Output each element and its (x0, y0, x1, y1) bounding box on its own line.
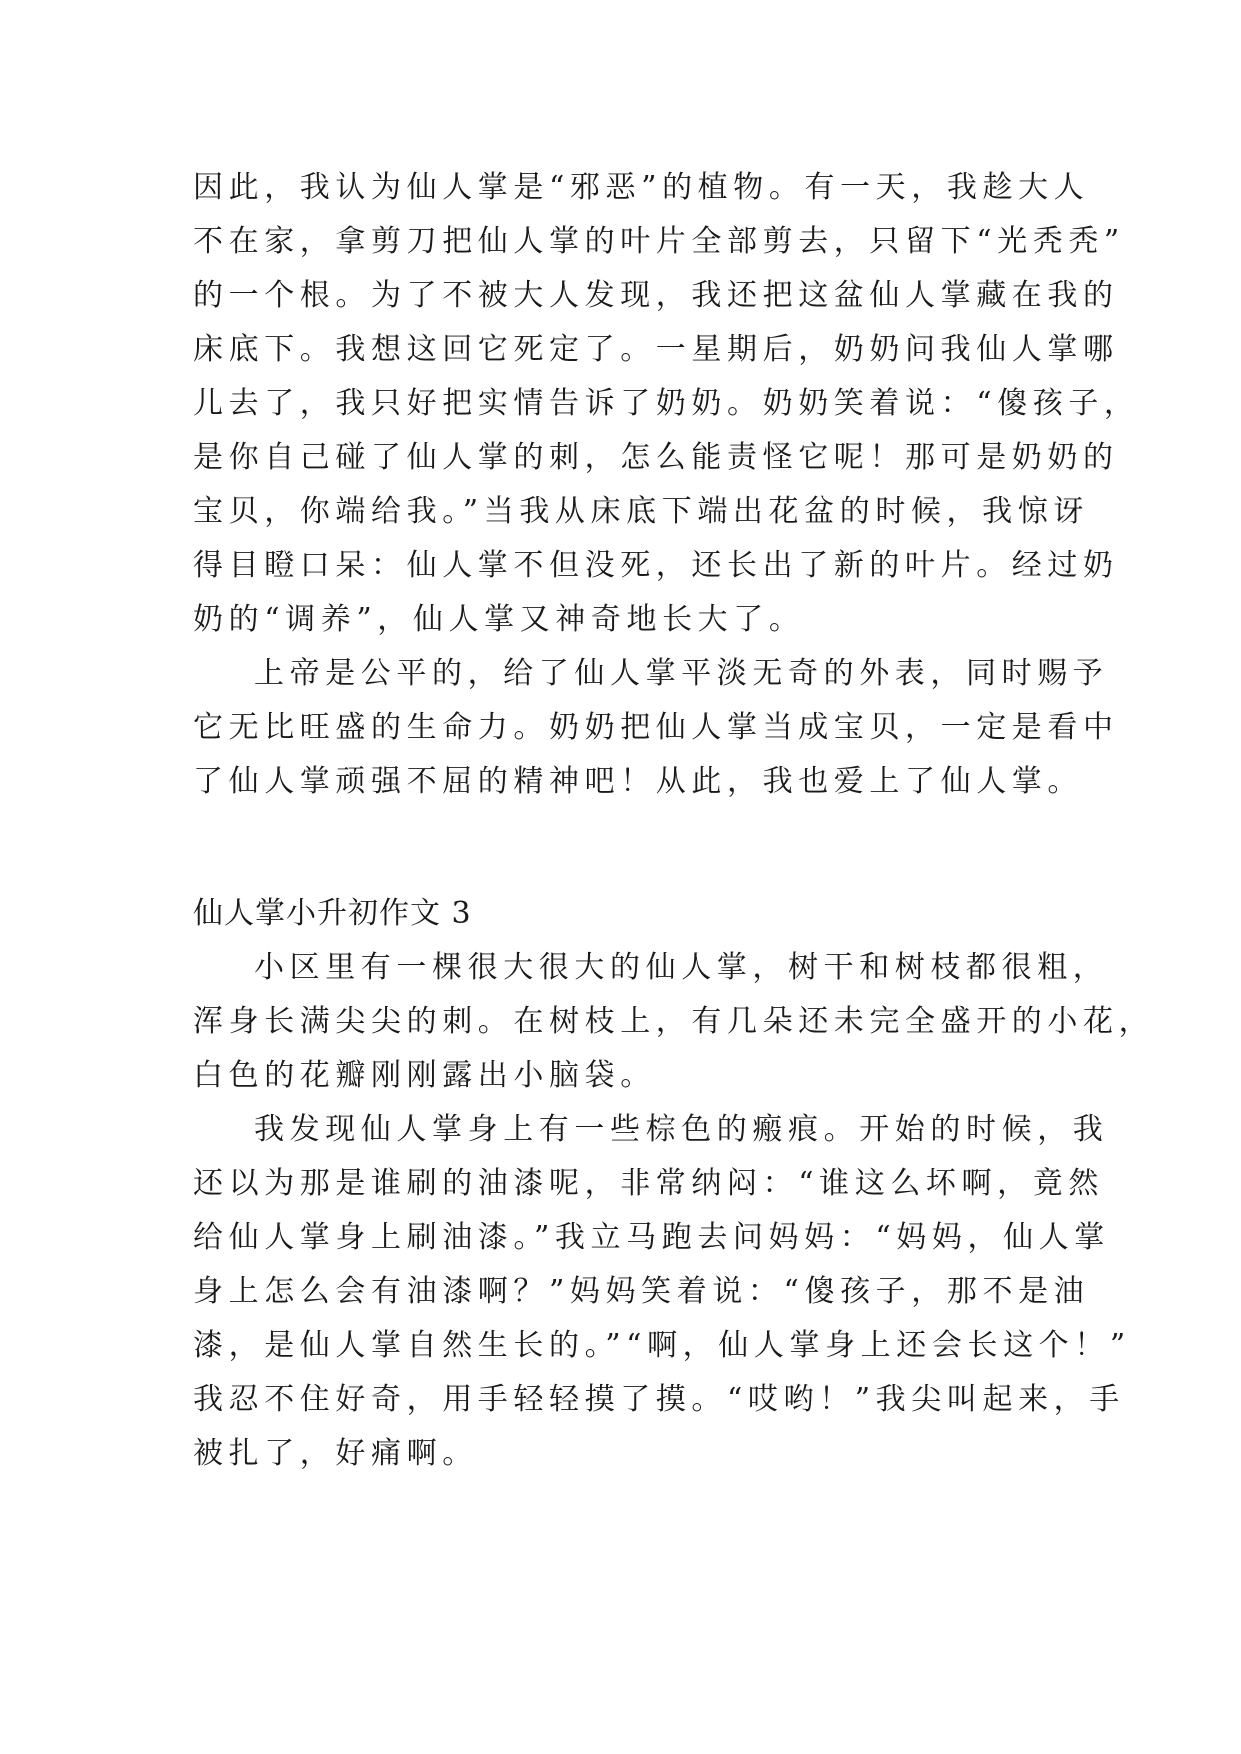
paragraph-line: 上帝是公平的，给了仙人掌平淡无奇的外表，同时赐予 (254, 656, 1109, 691)
paragraph-line: 给仙人掌身上刷油漆。”我立马跑去问妈妈：“妈妈，仙人掌 (193, 1220, 1110, 1255)
paragraph-line: 浑身长满尖尖的刺。在树枝上，有几朵还未完全盛开的小花， (193, 1004, 1155, 1039)
paragraph-line: 因此，我认为仙人掌是“邪恶”的植物。有一天，我趁大人 (193, 170, 1090, 205)
paragraph-line: 它无比旺盛的生命力。奶奶把仙人掌当成宝贝，一定是看中 (193, 710, 1119, 745)
paragraph-line: 我忍不住好奇，用手轻轻摸了摸。“哎哟！”我尖叫起来，手 (193, 1382, 1125, 1417)
paragraph-line: 床底下。我想这回它死定了。一星期后，奶奶问我仙人掌哪 (193, 332, 1119, 367)
paragraph-line: 是你自己碰了仙人掌的刺，怎么能责怪它呢！那可是奶奶的 (193, 440, 1119, 475)
paragraph-line: 了仙人掌顽强不屈的精神吧！从此，我也爱上了仙人掌。 (193, 764, 1083, 799)
paragraph-line: 我发现仙人掌身上有一些棕色的瘢痕。开始的时候，我 (254, 1112, 1109, 1147)
paragraph-line: 不在家，拿剪刀把仙人掌的叶片全部剪去，只留下“光秃秃” (193, 224, 1125, 259)
paragraph-line: 奶的“调养”，仙人掌又神奇地长大了。 (193, 602, 805, 637)
section-heading: 仙人掌小升初作文 3 (193, 896, 472, 931)
paragraph-line: 的一个根。为了不被大人发现，我还把这盆仙人掌藏在我的 (193, 278, 1119, 313)
paragraph-line: 身上怎么会有油漆啊？”妈妈笑着说：“傻孩子，那不是油 (193, 1274, 1090, 1309)
paragraph-line: 还以为那是谁刷的油漆呢，非常纳闷：“谁这么坏啊，竟然 (193, 1166, 1104, 1201)
paragraph-line: 儿去了，我只好把实情告诉了奶奶。奶奶笑着说：“傻孩子， (193, 386, 1140, 421)
paragraph-line: 被扎了，好痛啊。 (193, 1436, 478, 1471)
paragraph-line: 白色的花瓣刚刚露出小脑袋。 (193, 1058, 656, 1093)
paragraph-line: 漆，是仙人掌自然生长的。”“啊，仙人掌身上还会长这个！” (193, 1328, 1131, 1363)
paragraph-line: 小区里有一棵很大很大的仙人掌，树干和树枝都很粗， (254, 950, 1109, 985)
paragraph-line: 得目瞪口呆：仙人掌不但没死，还长出了新的叶片。经过奶 (193, 548, 1119, 583)
paragraph-line: 宝贝，你端给我。”当我从床底下端出花盆的时候，我惊讶 (193, 494, 1089, 529)
